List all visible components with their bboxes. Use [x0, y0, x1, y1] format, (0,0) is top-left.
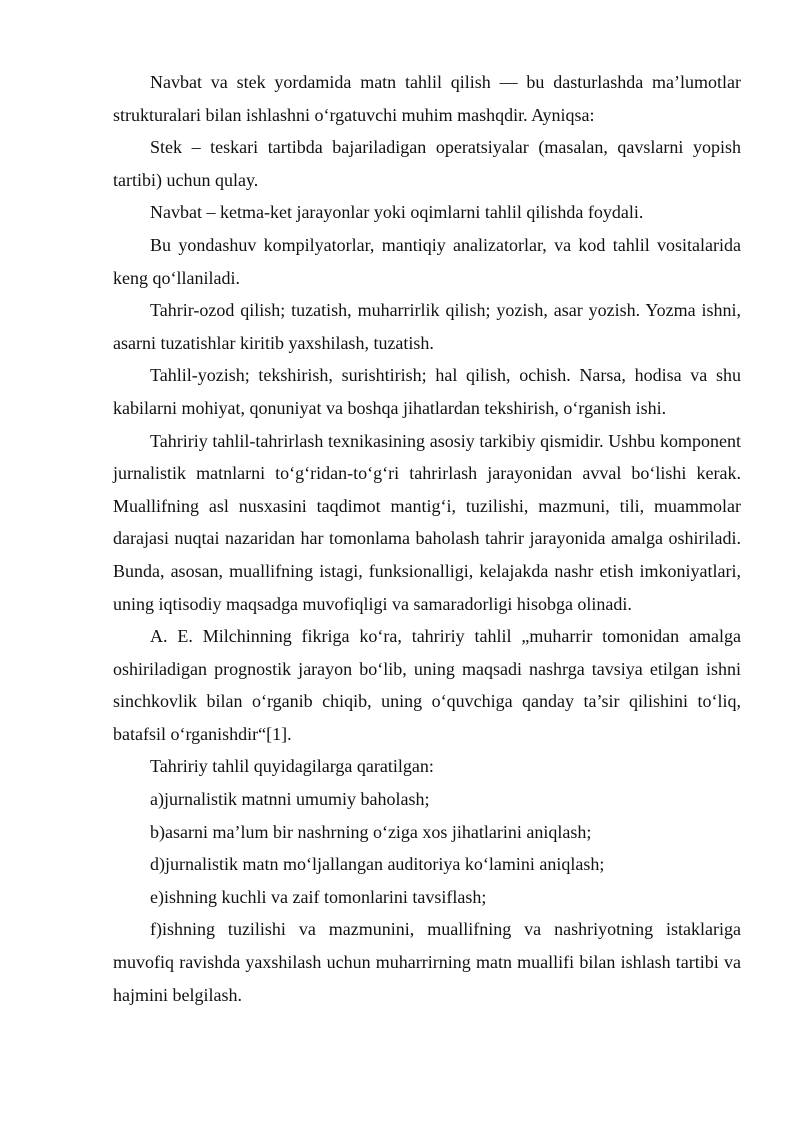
paragraph-usage: Bu yondashuv kompilyatorlar, mantiqiy analizatorlar, va kod tahlil vositalarida keng qo‘llaniladi. — [113, 234, 741, 288]
paragraph-tahlil-definition: Tahlil-yozish; tekshirish, surishtirish; hal qilish, ochish. Narsa, hodisa va shu kabilarni mohiyat, qonuniyat va boshqa jihatlardan tekshirish, o‘rganish ishi. — [113, 365, 741, 418]
paragraph-stek: Stek – teskari tartibda bajariladigan operatsiyalar (masalan, qavslarni yopish tartibi) uchun qulay. — [113, 137, 741, 190]
list-item-d: d)jurnalistik matn mo‘ljallangan auditoriya ko‘lamini aniqlash; — [150, 854, 605, 875]
document-body — [113, 66, 741, 1011]
list-item-a: a)jurnalistik matnni umumiy baholash; — [150, 789, 430, 810]
list-item-b: b)asarni ma’lum bir nashrning o‘ziga xos jihatlarini aniqlash; — [150, 821, 592, 842]
paragraph-intro: Navbat va stek yordamida matn tahlil qilish — bu dasturlashda ma’lumotlar strukturalari bilan ishlashni o‘rgatuvchi muhim mashqdir. Ayniqsa: — [113, 72, 741, 125]
list-item-f: f)ishning tuzilishi va mazmunini, muallifning va nashriyotning istaklariga muvofiq ravishda yaxshilash uchun muharrirning matn muallifi bilan ishlash tartibi va hajmini belgilash. — [113, 919, 741, 1005]
paragraph-list-intro: Tahririy tahlil quyidagilarga qaratilgan: — [150, 756, 434, 777]
paragraph-tahririy-tahlil: Tahririy tahlil-tahrirlash texnikasining asosiy tarkibiy qismidir. Ushbu komponent jurnalistik matnlarni to‘g‘ridan-to‘g‘ri tahrirlash jarayonidan avval bo‘lishi kerak. Muallifning asl nusxasini taqdimot mantig‘i, tuzilishi, mazmuni, tili, muammolar darajasi nuqtai nazaridan har tomonlama baholash tahrir jarayonida amalga oshiriladi. Bunda, asosan, muallifning istagi, funksionalligi, kelajakda nashr etish imkoniyatlari, uning iqtisodiy maqsadga muvofiqligi va samaradorligi hisobga olinadi. — [113, 430, 741, 614]
list-item-e: e)ishning kuchli va zaif tomonlarini tavsiflash; — [150, 886, 487, 907]
paragraph-navbat: Navbat – ketma-ket jarayonlar yoki oqimlarni tahlil qilishda foydali. — [150, 202, 644, 223]
paragraph-milchin-quote: A. E. Milchinning fikriga ko‘ra, tahririy tahlil „muharrir tomonidan amalga oshiriladigan prognostik jarayon bo‘lib, uning maqsadi nashrga tavsiya etilgan ishni sinchkovlik bilan o‘rganib chiqib, uning o‘quvchiga qanday ta’sir qilishini to‘liq, batafsil o‘rganishdir“[1]. — [113, 626, 741, 744]
paragraph-tahrir-definition: Tahrir-ozod qilish; tuzatish, muharrirlik qilish; yozish, asar yozish. Yozma ishni, asarni tuzatishlar kiritib yaxshilash, tuzatish. — [113, 300, 741, 353]
